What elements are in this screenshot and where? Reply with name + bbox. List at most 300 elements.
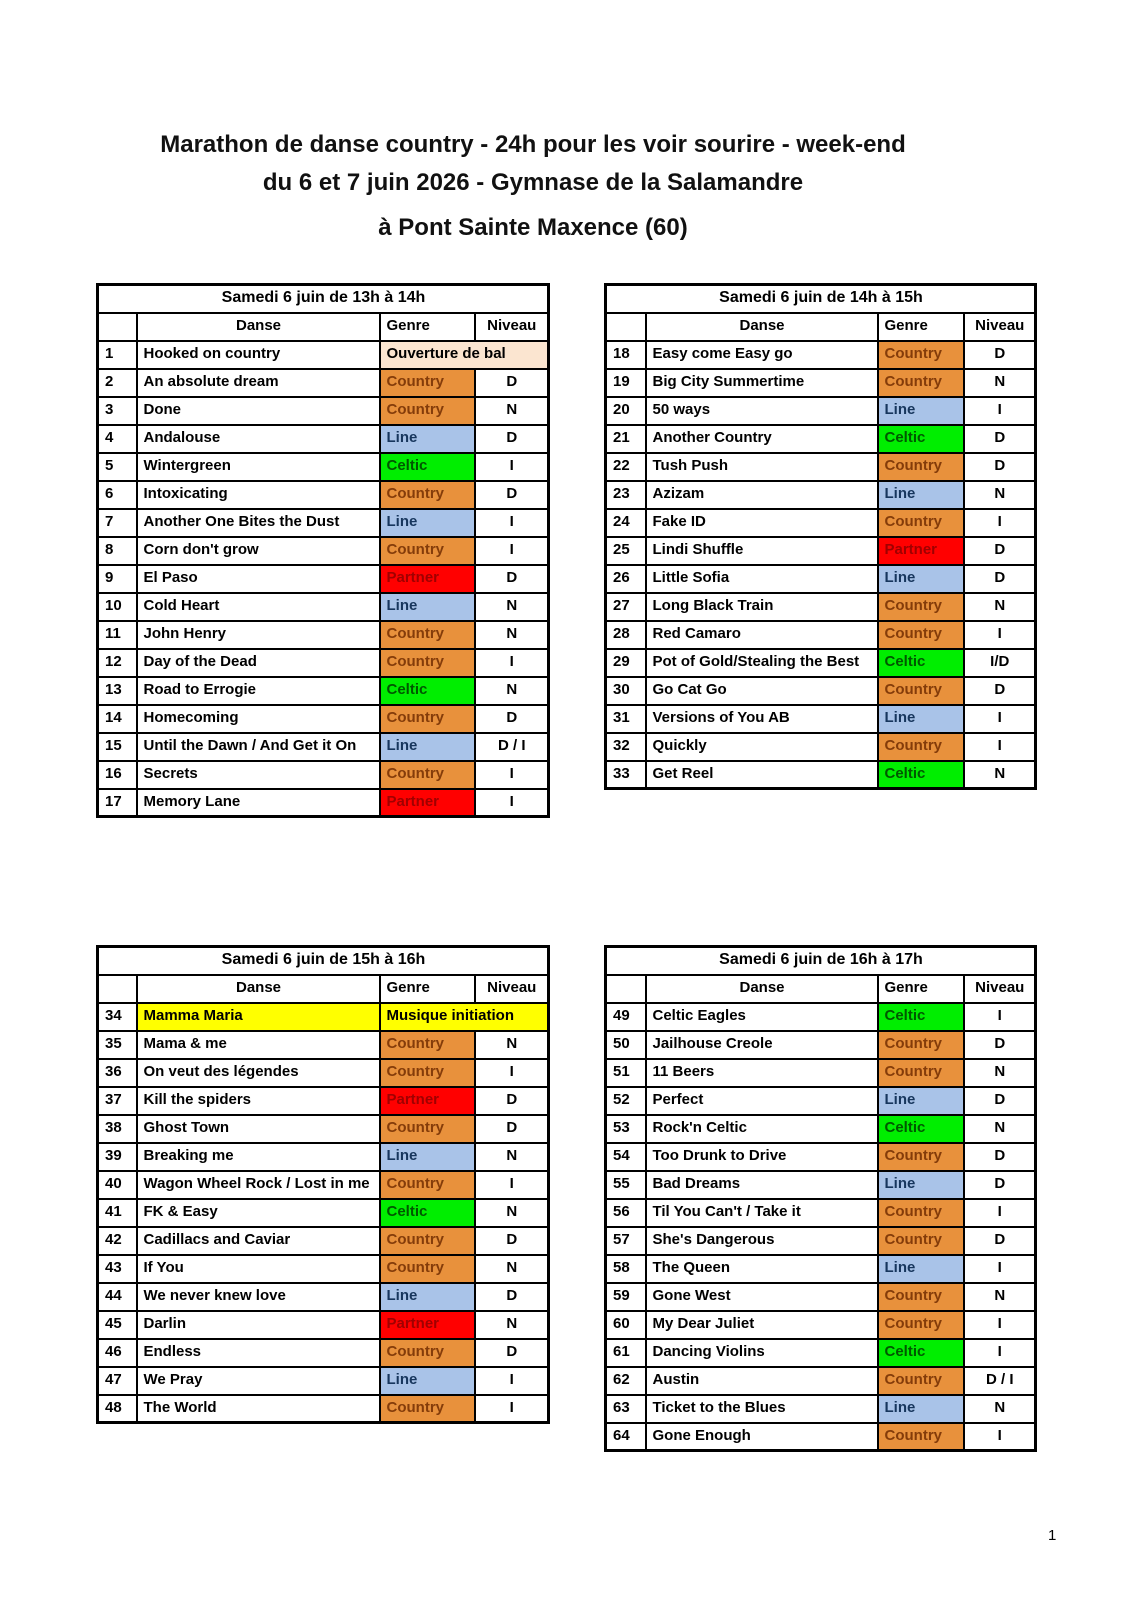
row-number-cell: 48 xyxy=(98,1395,137,1423)
row-number-cell: 35 xyxy=(98,1031,137,1059)
dance-name-cell: Too Drunk to Drive xyxy=(646,1143,878,1171)
row-number-cell: 62 xyxy=(606,1367,646,1395)
genre-column-header: Genre xyxy=(878,313,964,341)
genre-cell: Line xyxy=(878,397,964,425)
genre-cell: Partner xyxy=(878,537,964,565)
table-row xyxy=(98,705,549,733)
genre-cell: Line xyxy=(380,1283,475,1311)
table-row xyxy=(606,1115,1036,1143)
level-cell: D xyxy=(964,341,1036,369)
genre-cell: Country xyxy=(380,1031,475,1059)
dance-name-cell: Big City Summertime xyxy=(646,369,878,397)
row-number-cell: 42 xyxy=(98,1227,137,1255)
level-cell: I xyxy=(964,1255,1036,1283)
row-number-cell: 45 xyxy=(98,1311,137,1339)
dance-name-cell: Perfect xyxy=(646,1087,878,1115)
genre-cell: Country xyxy=(380,537,475,565)
level-cell: I xyxy=(475,1367,549,1395)
genre-cell: Celtic xyxy=(878,649,964,677)
table-row xyxy=(98,1171,549,1199)
row-number-cell: 33 xyxy=(606,761,646,789)
table-row xyxy=(606,761,1036,789)
level-cell: I xyxy=(475,1059,549,1087)
level-cell: D xyxy=(964,1087,1036,1115)
level-cell: D xyxy=(964,453,1036,481)
level-cell: D xyxy=(475,369,549,397)
row-number-cell: 44 xyxy=(98,1283,137,1311)
table-row xyxy=(606,1199,1036,1227)
table-row xyxy=(606,1339,1036,1367)
number-column-header xyxy=(98,975,137,1003)
row-number-cell: 50 xyxy=(606,1031,646,1059)
dance-name-cell: Pot of Gold/Stealing the Best xyxy=(646,649,878,677)
table-row xyxy=(606,621,1036,649)
genre-cell: Line xyxy=(878,1255,964,1283)
page-number: 1 xyxy=(1048,1527,1057,1544)
table-row xyxy=(98,1003,549,1031)
row-number-cell: 18 xyxy=(606,341,646,369)
level-cell: I xyxy=(475,1395,549,1423)
dance-name-cell: Austin xyxy=(646,1367,878,1395)
level-cell: D xyxy=(964,1031,1036,1059)
row-number-cell: 22 xyxy=(606,453,646,481)
table-header-row xyxy=(98,947,549,975)
level-cell: I xyxy=(475,453,549,481)
table-row xyxy=(98,1199,549,1227)
row-number-cell: 3 xyxy=(98,397,137,425)
genre-cell: Country xyxy=(878,621,964,649)
table-row xyxy=(98,1283,549,1311)
level-cell: N xyxy=(964,481,1036,509)
row-number-cell: 13 xyxy=(98,677,137,705)
genre-cell: Country xyxy=(878,341,964,369)
dance-name-cell: My Dear Juliet xyxy=(646,1311,878,1339)
row-number-cell: 21 xyxy=(606,425,646,453)
table-row xyxy=(606,1395,1036,1423)
dance-name-cell: Easy come Easy go xyxy=(646,341,878,369)
level-cell: N xyxy=(475,621,549,649)
row-number-cell: 46 xyxy=(98,1339,137,1367)
table-header-row xyxy=(606,947,1036,975)
table-row xyxy=(98,789,549,817)
level-cell: D xyxy=(475,1227,549,1255)
level-cell: N xyxy=(964,1115,1036,1143)
level-cell: D xyxy=(964,677,1036,705)
row-number-cell: 59 xyxy=(606,1283,646,1311)
level-cell: I xyxy=(475,537,549,565)
genre-cell: Country xyxy=(380,649,475,677)
genre-cell: Line xyxy=(878,1171,964,1199)
row-number-cell: 27 xyxy=(606,593,646,621)
level-cell: N xyxy=(964,1059,1036,1087)
table-row xyxy=(98,453,549,481)
danse-column-header: Danse xyxy=(646,975,878,1003)
genre-cell: Ouverture de bal xyxy=(380,341,549,369)
dance-name-cell: Versions of You AB xyxy=(646,705,878,733)
genre-cell: Celtic xyxy=(380,453,475,481)
table-row xyxy=(98,425,549,453)
genre-cell: Country xyxy=(878,593,964,621)
dance-name-cell: Corn don't grow xyxy=(137,537,380,565)
genre-cell: Celtic xyxy=(878,1339,964,1367)
dance-name-cell: Mamma Maria xyxy=(137,1003,380,1031)
dance-name-cell: The World xyxy=(137,1395,380,1423)
table-row xyxy=(98,1087,549,1115)
level-cell: N xyxy=(964,1283,1036,1311)
dance-name-cell: Red Camaro xyxy=(646,621,878,649)
table-row xyxy=(606,1255,1036,1283)
genre-cell: Country xyxy=(878,1367,964,1395)
dance-name-cell: Rock'n Celtic xyxy=(646,1115,878,1143)
genre-cell: Line xyxy=(878,1087,964,1115)
dance-name-cell: Another One Bites the Dust xyxy=(137,509,380,537)
table-header-row xyxy=(606,285,1036,313)
genre-cell: Country xyxy=(380,1115,475,1143)
dance-name-cell: Bad Dreams xyxy=(646,1171,878,1199)
genre-cell: Country xyxy=(878,509,964,537)
genre-cell: Country xyxy=(380,621,475,649)
row-number-cell: 63 xyxy=(606,1395,646,1423)
table-row xyxy=(606,1283,1036,1311)
genre-cell: Country xyxy=(878,733,964,761)
row-number-cell: 41 xyxy=(98,1199,137,1227)
table-header-row xyxy=(98,285,549,313)
dance-name-cell: Jailhouse Creole xyxy=(646,1031,878,1059)
genre-cell: Line xyxy=(380,1367,475,1395)
level-cell: N xyxy=(964,593,1036,621)
table-timeslot-title: Samedi 6 juin de 14h à 15h xyxy=(606,285,1036,313)
dance-name-cell: She's Dangerous xyxy=(646,1227,878,1255)
genre-cell: Country xyxy=(380,1059,475,1087)
level-cell: N xyxy=(475,1143,549,1171)
row-number-cell: 26 xyxy=(606,565,646,593)
dance-name-cell: We Pray xyxy=(137,1367,380,1395)
genre-cell: Partner xyxy=(380,1087,475,1115)
table-row xyxy=(606,1059,1036,1087)
genre-cell: Country xyxy=(878,1311,964,1339)
dance-name-cell: Til You Can't / Take it xyxy=(646,1199,878,1227)
row-number-cell: 29 xyxy=(606,649,646,677)
dance-name-cell: Road to Errogie xyxy=(137,677,380,705)
level-cell: I xyxy=(964,1199,1036,1227)
table-row xyxy=(606,1031,1036,1059)
level-cell: D xyxy=(475,1115,549,1143)
genre-cell: Partner xyxy=(380,789,475,817)
row-number-cell: 8 xyxy=(98,537,137,565)
genre-cell: Country xyxy=(380,1171,475,1199)
genre-cell: Partner xyxy=(380,565,475,593)
genre-cell: Country xyxy=(878,369,964,397)
level-cell: N xyxy=(964,1395,1036,1423)
dance-name-cell: Get Reel xyxy=(646,761,878,789)
dance-name-cell: Done xyxy=(137,397,380,425)
genre-cell: Country xyxy=(380,1227,475,1255)
dance-name-cell: Wintergreen xyxy=(137,453,380,481)
dance-name-cell: Lindi Shuffle xyxy=(646,537,878,565)
schedule-table xyxy=(96,945,550,1424)
genre-cell: Musique initiation xyxy=(380,1003,549,1031)
dance-name-cell: Wagon Wheel Rock / Lost in me xyxy=(137,1171,380,1199)
genre-cell: Country xyxy=(380,1339,475,1367)
dance-name-cell: Secrets xyxy=(137,761,380,789)
genre-column-header: Genre xyxy=(380,975,475,1003)
genre-cell: Line xyxy=(878,481,964,509)
row-number-cell: 28 xyxy=(606,621,646,649)
dance-name-cell: 50 ways xyxy=(646,397,878,425)
genre-cell: Celtic xyxy=(380,677,475,705)
dance-name-cell: Andalouse xyxy=(137,425,380,453)
level-cell: I xyxy=(964,1423,1036,1451)
page-title-line-2: du 6 et 7 juin 2026 - Gymnase de la Salamandre xyxy=(262,169,804,196)
level-cell: I xyxy=(964,621,1036,649)
level-cell: N xyxy=(475,593,549,621)
level-cell: D / I xyxy=(964,1367,1036,1395)
dance-name-cell: Until the Dawn / And Get it On xyxy=(137,733,380,761)
row-number-cell: 9 xyxy=(98,565,137,593)
table-row xyxy=(98,677,549,705)
genre-cell: Country xyxy=(380,1255,475,1283)
genre-cell: Country xyxy=(878,1059,964,1087)
dance-name-cell: If You xyxy=(137,1255,380,1283)
column-header-row xyxy=(98,975,549,1003)
genre-cell: Country xyxy=(878,1199,964,1227)
genre-cell: Line xyxy=(878,1395,964,1423)
genre-cell: Celtic xyxy=(380,1199,475,1227)
dance-name-cell: Go Cat Go xyxy=(646,677,878,705)
dance-name-cell: Little Sofia xyxy=(646,565,878,593)
table-row xyxy=(606,677,1036,705)
row-number-cell: 53 xyxy=(606,1115,646,1143)
dance-name-cell: Tush Push xyxy=(646,453,878,481)
table-row xyxy=(606,1143,1036,1171)
row-number-cell: 14 xyxy=(98,705,137,733)
row-number-cell: 38 xyxy=(98,1115,137,1143)
level-cell: N xyxy=(475,397,549,425)
table-row xyxy=(98,1395,549,1423)
genre-cell: Country xyxy=(380,761,475,789)
row-number-cell: 61 xyxy=(606,1339,646,1367)
row-number-cell: 15 xyxy=(98,733,137,761)
table-row xyxy=(98,733,549,761)
level-cell: N xyxy=(964,369,1036,397)
row-number-cell: 40 xyxy=(98,1171,137,1199)
row-number-cell: 7 xyxy=(98,509,137,537)
dance-name-cell: Homecoming xyxy=(137,705,380,733)
row-number-cell: 1 xyxy=(98,341,137,369)
level-cell: I xyxy=(964,397,1036,425)
table-row xyxy=(98,621,549,649)
level-cell: D xyxy=(475,705,549,733)
level-cell: D / I xyxy=(475,733,549,761)
row-number-cell: 36 xyxy=(98,1059,137,1087)
table-row xyxy=(98,481,549,509)
level-cell: D xyxy=(475,425,549,453)
row-number-cell: 52 xyxy=(606,1087,646,1115)
column-header-row xyxy=(606,975,1036,1003)
row-number-cell: 11 xyxy=(98,621,137,649)
dance-name-cell: Hooked on country xyxy=(137,341,380,369)
table-timeslot-title: Samedi 6 juin de 13h à 14h xyxy=(98,285,549,313)
row-number-cell: 47 xyxy=(98,1367,137,1395)
level-cell: D xyxy=(475,565,549,593)
level-cell: I xyxy=(964,509,1036,537)
table-row xyxy=(98,397,549,425)
row-number-cell: 43 xyxy=(98,1255,137,1283)
page-title-line-3: à Pont Sainte Maxence (60) xyxy=(378,214,688,241)
dance-name-cell: Ticket to the Blues xyxy=(646,1395,878,1423)
genre-cell: Country xyxy=(380,369,475,397)
table-row xyxy=(606,453,1036,481)
dance-name-cell: Gone West xyxy=(646,1283,878,1311)
genre-cell: Country xyxy=(878,677,964,705)
dance-name-cell: We never knew love xyxy=(137,1283,380,1311)
danse-column-header: Danse xyxy=(137,975,380,1003)
level-cell: D xyxy=(475,1283,549,1311)
genre-column-header: Genre xyxy=(878,975,964,1003)
level-cell: N xyxy=(964,761,1036,789)
row-number-cell: 23 xyxy=(606,481,646,509)
row-number-cell: 16 xyxy=(98,761,137,789)
row-number-cell: 32 xyxy=(606,733,646,761)
row-number-cell: 34 xyxy=(98,1003,137,1031)
level-cell: I xyxy=(964,733,1036,761)
row-number-cell: 39 xyxy=(98,1143,137,1171)
genre-cell: Celtic xyxy=(878,1003,964,1031)
table-row xyxy=(606,565,1036,593)
schedule-table xyxy=(96,283,550,818)
table-row xyxy=(606,509,1036,537)
dance-name-cell: Fake ID xyxy=(646,509,878,537)
table-row xyxy=(606,481,1036,509)
genre-cell: Country xyxy=(380,397,475,425)
column-header-row xyxy=(98,313,549,341)
page-title-line-1: Marathon de danse country - 24h pour les voir sourire - week-end xyxy=(160,131,906,158)
genre-cell: Celtic xyxy=(878,425,964,453)
row-number-cell: 19 xyxy=(606,369,646,397)
dance-name-cell: Breaking me xyxy=(137,1143,380,1171)
dance-name-cell: On veut des légendes xyxy=(137,1059,380,1087)
table-timeslot-title: Samedi 6 juin de 15h à 16h xyxy=(98,947,549,975)
level-cell: D xyxy=(964,1227,1036,1255)
dance-name-cell: Azizam xyxy=(646,481,878,509)
dance-name-cell: 11 Beers xyxy=(646,1059,878,1087)
table-slot-13h-14h xyxy=(96,283,550,818)
table-row xyxy=(606,1227,1036,1255)
table-row xyxy=(606,733,1036,761)
table-timeslot-title: Samedi 6 juin de 16h à 17h xyxy=(606,947,1036,975)
page-title xyxy=(0,126,1066,247)
niveau-column-header: Niveau xyxy=(964,975,1036,1003)
level-cell: D xyxy=(964,1143,1036,1171)
level-cell: N xyxy=(475,1311,549,1339)
dance-name-cell: Intoxicating xyxy=(137,481,380,509)
genre-cell: Line xyxy=(380,1143,475,1171)
level-cell: N xyxy=(475,1255,549,1283)
genre-cell: Partner xyxy=(380,1311,475,1339)
niveau-column-header: Niveau xyxy=(964,313,1036,341)
level-cell: I xyxy=(475,789,549,817)
dance-name-cell: An absolute dream xyxy=(137,369,380,397)
level-cell: I xyxy=(964,1003,1036,1031)
genre-cell: Celtic xyxy=(878,1115,964,1143)
row-number-cell: 17 xyxy=(98,789,137,817)
genre-column-header: Genre xyxy=(380,313,475,341)
row-number-cell: 31 xyxy=(606,705,646,733)
dance-name-cell: Dancing Violins xyxy=(646,1339,878,1367)
row-number-cell: 20 xyxy=(606,397,646,425)
row-number-cell: 58 xyxy=(606,1255,646,1283)
dance-name-cell: Long Black Train xyxy=(646,593,878,621)
row-number-cell: 57 xyxy=(606,1227,646,1255)
row-number-cell: 37 xyxy=(98,1087,137,1115)
level-cell: I xyxy=(964,1339,1036,1367)
table-row xyxy=(606,1087,1036,1115)
level-cell: D xyxy=(475,481,549,509)
row-number-cell: 49 xyxy=(606,1003,646,1031)
table-row xyxy=(98,1143,549,1171)
table-row xyxy=(98,369,549,397)
table-row xyxy=(98,1227,549,1255)
dance-name-cell: Endless xyxy=(137,1339,380,1367)
column-header-row xyxy=(606,313,1036,341)
dance-name-cell: John Henry xyxy=(137,621,380,649)
dance-name-cell: Ghost Town xyxy=(137,1115,380,1143)
genre-cell: Celtic xyxy=(878,761,964,789)
genre-cell: Line xyxy=(380,733,475,761)
table-slot-15h-16h xyxy=(96,945,550,1424)
danse-column-header: Danse xyxy=(137,313,380,341)
level-cell: I xyxy=(964,705,1036,733)
level-cell: I xyxy=(964,1311,1036,1339)
row-number-cell: 4 xyxy=(98,425,137,453)
level-cell: I xyxy=(475,761,549,789)
danse-column-header: Danse xyxy=(646,313,878,341)
level-cell: D xyxy=(964,565,1036,593)
row-number-cell: 64 xyxy=(606,1423,646,1451)
genre-cell: Line xyxy=(380,425,475,453)
schedule-table xyxy=(604,283,1037,790)
dance-name-cell: Mama & me xyxy=(137,1031,380,1059)
level-cell: D xyxy=(964,1171,1036,1199)
schedule-table xyxy=(604,945,1037,1452)
genre-cell: Line xyxy=(878,565,964,593)
table-row xyxy=(606,397,1036,425)
row-number-cell: 55 xyxy=(606,1171,646,1199)
table-row xyxy=(98,1031,549,1059)
dance-name-cell: The Queen xyxy=(646,1255,878,1283)
table-row xyxy=(98,1255,549,1283)
table-row xyxy=(606,369,1036,397)
table-row xyxy=(98,1367,549,1395)
genre-cell: Country xyxy=(878,1031,964,1059)
level-cell: D xyxy=(964,537,1036,565)
level-cell: I/D xyxy=(964,649,1036,677)
level-cell: D xyxy=(964,425,1036,453)
level-cell: I xyxy=(475,1171,549,1199)
genre-cell: Line xyxy=(380,593,475,621)
dance-name-cell: Gone Enough xyxy=(646,1423,878,1451)
niveau-column-header: Niveau xyxy=(475,313,549,341)
genre-cell: Line xyxy=(380,509,475,537)
dance-name-cell: Another Country xyxy=(646,425,878,453)
level-cell: I xyxy=(475,649,549,677)
level-cell: I xyxy=(475,509,549,537)
number-column-header xyxy=(606,313,646,341)
table-row xyxy=(98,509,549,537)
genre-cell: Country xyxy=(380,705,475,733)
dance-name-cell: Kill the spiders xyxy=(137,1087,380,1115)
genre-cell: Country xyxy=(878,453,964,481)
